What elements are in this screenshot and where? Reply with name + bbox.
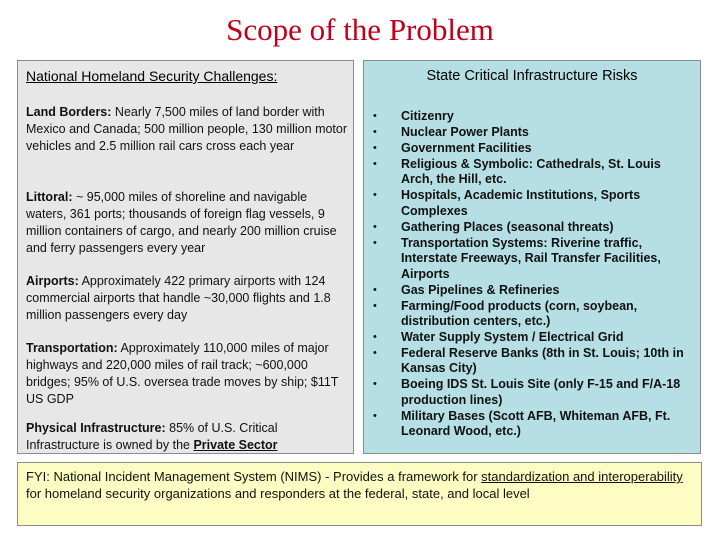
bullet-icon: • <box>373 378 377 391</box>
bullet-icon: • <box>373 189 377 202</box>
risk-item <box>364 188 700 219</box>
risk-item-text: Government Facilities <box>401 141 532 155</box>
airports-text: Approximately 422 primary airports with 124 commercial airports that handle ~30,000 flights and 1.8 million passengers every day <box>26 274 331 322</box>
bullet-icon: • <box>373 126 377 138</box>
risk-item <box>364 141 700 156</box>
fyi-nims-note <box>17 462 702 526</box>
bullet-icon: • <box>373 236 377 249</box>
littoral-paragraph <box>26 189 350 257</box>
risk-item <box>364 330 700 345</box>
risk-item <box>364 125 700 140</box>
risk-item <box>364 409 700 440</box>
bullet-icon: • <box>373 158 377 170</box>
bullet-icon: • <box>373 110 377 122</box>
physical-infrastructure-label: Physical Infrastructure: <box>26 421 166 435</box>
risk-item-text: Religious & Symbolic: Cathedrals, St. Louis Arch, the Hill, etc. <box>401 157 661 187</box>
risk-item <box>364 299 700 330</box>
physical-infrastructure-text: 85% of U.S. Critical Infrastructure is owned by the <box>26 421 278 452</box>
risk-item-text: Gathering Places (seasonal threats) <box>401 219 614 234</box>
risk-item <box>364 220 700 235</box>
bullet-icon: • <box>373 409 377 422</box>
risk-list <box>364 109 700 440</box>
fyi-text-start: FYI: National Incident Management System (NIMS) - Provides a framework for <box>26 469 482 484</box>
risk-item-text: Federal Reserve Banks (8th in St. Louis; 10th in Kansas City) <box>401 346 684 376</box>
risk-item-text: Hospitals, Academic Institutions, Sports Complexes <box>401 188 641 218</box>
risk-item-text: Nuclear Power Plants <box>401 125 529 139</box>
risk-item-text: Boeing IDS St. Louis Site (only F-15 and F/A-18 production lines) <box>401 377 681 407</box>
bullet-icon: • <box>373 283 377 296</box>
risk-item-text: Farming/Food products (corn, soybean, distribution centers, etc.) <box>401 298 638 329</box>
bullet-icon: • <box>373 347 377 360</box>
risk-item-text: Gas Pipelines & Refineries <box>401 282 560 297</box>
risk-item <box>364 157 700 188</box>
bullet-icon: • <box>373 220 377 233</box>
transportation-text: Approximately 110,000 miles of major highways and 220,000 miles of rail track; ~600,000 bridges; 95% of U.S. oversea trade moves by ship; $11T US GDP <box>26 341 339 406</box>
physical-infrastructure-paragraph <box>26 420 350 454</box>
risk-item <box>364 283 700 298</box>
fyi-underlined-phrase: standardization and interoperability <box>481 469 683 484</box>
airports-paragraph <box>26 273 350 324</box>
challenges-header: National Homeland Security Challenges: <box>26 68 278 84</box>
land-borders-paragraph <box>26 104 350 155</box>
risk-item-text: Citizenry <box>401 109 454 123</box>
bullet-icon: • <box>373 142 377 154</box>
bullet-icon: • <box>373 299 377 312</box>
littoral-label: Littoral: <box>26 190 73 204</box>
homeland-security-challenges-panel <box>17 60 354 454</box>
risks-header: State Critical Infrastructure Risks <box>426 68 638 84</box>
risk-item-text: Water Supply System / Electrical Grid <box>401 330 624 345</box>
risk-item-text: Transportation Systems: Riverine traffic, Interstate Freeways, Rail Transfer Facilities, Airports <box>401 235 661 281</box>
risk-item <box>364 346 700 377</box>
fyi-text-end: for homeland security organizations and responders at the federal, state, and local level <box>26 486 530 501</box>
bullet-icon: • <box>373 331 377 344</box>
private-sector-emphasis: Private Sector <box>193 438 278 452</box>
risk-item-text: Military Bases (Scott AFB, Whiteman AFB, Ft. Leonard Wood, etc.) <box>401 408 671 439</box>
transportation-paragraph <box>26 340 350 408</box>
littoral-text: ~ 95,000 miles of shoreline and navigable waters, 361 ports; thousands of foreign flag vessels, 9 million containers of cargo, and nearly 200 million cruise and ferry passengers every year <box>26 190 337 255</box>
transportation-label: Transportation: <box>26 341 118 355</box>
risk-item <box>364 236 700 282</box>
airports-label: Airports: <box>26 274 79 288</box>
land-borders-label: Land Borders: <box>26 105 112 119</box>
infrastructure-risks-panel <box>363 60 701 454</box>
risk-item <box>364 109 700 124</box>
risk-item <box>364 377 700 408</box>
page-title: Scope of the Problem <box>226 12 494 47</box>
land-borders-text: Nearly 7,500 miles of land border with Mexico and Canada; 500 million people, 130 million motor vehicles and 2.5 million rail cars cross each year <box>26 105 348 153</box>
